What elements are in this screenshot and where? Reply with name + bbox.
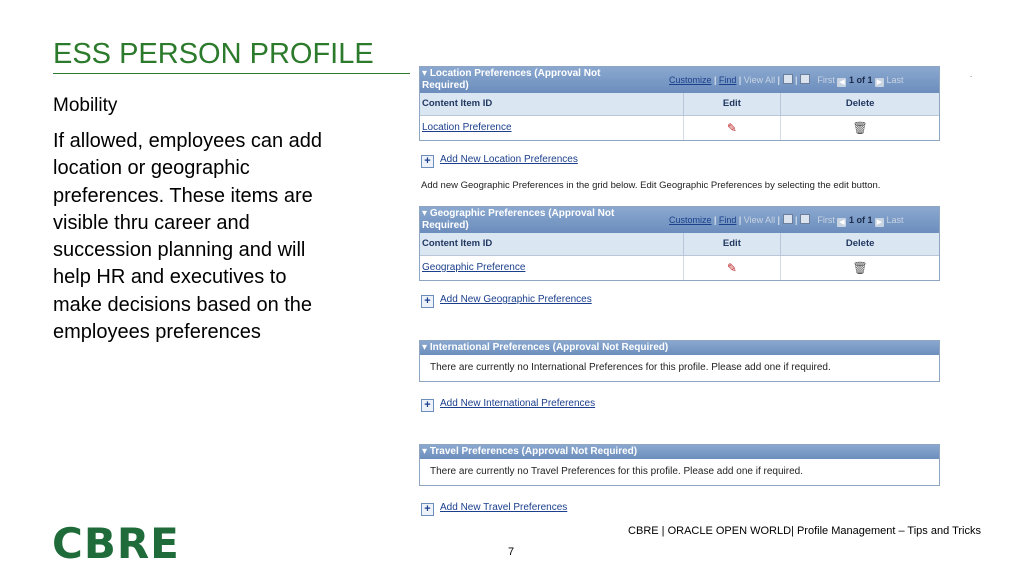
table-row [420,116,939,140]
prev-icon[interactable]: ◀ [839,79,845,86]
page-indicator: 1 of 1 [848,75,873,85]
view-all-link[interactable]: View All [743,75,776,85]
first-link[interactable]: First [817,215,835,225]
grid-header [420,67,939,93]
geographic-preference-link[interactable]: Geographic Preference [422,262,526,273]
slide-body-text: If allowed, employees can add location or geographic preferences. These items are visible thru career and succession planning and will help HR and executives to make decisions based on the employees preferences [53,130,323,344]
grid-controls [669,214,904,227]
grid-header [420,341,939,355]
col-delete: Delete [845,98,875,109]
separator: | [714,75,717,85]
customize-link[interactable]: Customize [669,215,712,225]
separator: | [738,75,742,85]
geographic-instructions: Add new Geographic Preferences in the grid below. Edit Geographic Preferences by selecting the edit button. [421,180,881,191]
col-content-item-id: Content Item ID [420,233,684,255]
plus-icon[interactable]: + [421,155,434,168]
last-link[interactable]: Last [886,215,904,225]
cbre-logo: CBRE [52,519,180,568]
zoom-icon[interactable] [783,74,793,84]
title-divider [53,73,410,74]
pencil-icon[interactable]: ✎ [726,121,737,135]
plus-icon[interactable]: + [421,399,434,412]
location-preferences-grid [419,66,940,141]
location-preference-link[interactable]: Location Preference [422,122,512,133]
trash-icon[interactable]: 🗑 [852,261,868,275]
geographic-preferences-grid [419,206,940,281]
stray-dot: . [970,70,973,79]
download-grid-icon[interactable] [800,74,810,84]
col-content-item-id: Content Item ID [420,93,684,115]
col-edit: Edit [684,233,782,255]
add-location-link[interactable]: Add New Location Preferences [440,154,578,165]
next-icon[interactable]: ▶ [876,219,883,226]
grid-title: Travel Preferences (Approval Not Required) [429,446,638,457]
col-delete: Delete [845,238,875,249]
collapse-icon[interactable]: ▾ [422,68,430,79]
plus-icon[interactable]: + [421,503,434,516]
plus-icon[interactable]: + [421,295,434,308]
customize-link[interactable]: Customize [669,75,712,85]
slide-title: ESS PERSON PROFILE [53,38,374,70]
add-geographic-row[interactable] [421,294,592,308]
collapse-icon[interactable]: ▾ [422,446,430,457]
empty-message: There are currently no International Preferences for this profile. Please add one if required. [430,362,831,373]
international-preferences-box [419,340,940,382]
add-travel-row[interactable] [421,502,567,516]
grid-title: Location Preferences (Approval Not Required) [422,68,601,91]
page-number: 7 [508,546,515,558]
next-icon[interactable]: ▶ [876,79,883,86]
download-grid-icon[interactable] [800,214,810,224]
col-edit: Edit [684,93,782,115]
pencil-icon[interactable]: ✎ [726,261,737,275]
add-international-row[interactable] [421,398,595,412]
collapse-icon[interactable]: ▾ [422,208,430,219]
separator: | [714,215,717,225]
slide-subtitle: Mobility [53,95,118,116]
collapse-icon[interactable]: ▾ [422,342,430,353]
grid-header [420,445,939,459]
grid-header [420,207,939,233]
separator: | [738,215,742,225]
find-link[interactable]: Find [718,75,737,85]
last-link[interactable]: Last [886,75,904,85]
table-row [420,256,939,280]
footer-text: CBRE | ORACLE OPEN WORLD| Profile Management – Tips and Tricks [628,525,981,537]
page-indicator: 1 of 1 [848,215,873,225]
add-geographic-link[interactable]: Add New Geographic Preferences [440,294,592,305]
separator: | [777,75,780,85]
view-all-link[interactable]: View All [743,215,776,225]
add-international-link[interactable]: Add New International Preferences [440,398,596,409]
separator: | [795,215,798,225]
grid-controls [669,74,904,87]
empty-message: There are currently no Travel Preferences for this profile. Please add one if required. [430,466,803,477]
separator: | [777,215,780,225]
add-location-row[interactable] [421,154,578,168]
add-travel-link[interactable]: Add New Travel Preferences [440,502,568,513]
prev-icon[interactable]: ◀ [839,219,845,226]
travel-preferences-box [419,444,940,486]
column-header-row [420,93,939,116]
zoom-icon[interactable] [783,214,793,224]
column-header-row [420,233,939,256]
grid-title: International Preferences (Approval Not Required) [429,342,669,353]
trash-icon[interactable]: 🗑 [852,121,868,135]
grid-title: Geographic Preferences (Approval Not Required) [422,208,615,231]
separator: | [795,75,798,85]
find-link[interactable]: Find [718,215,737,225]
first-link[interactable]: First [817,75,835,85]
